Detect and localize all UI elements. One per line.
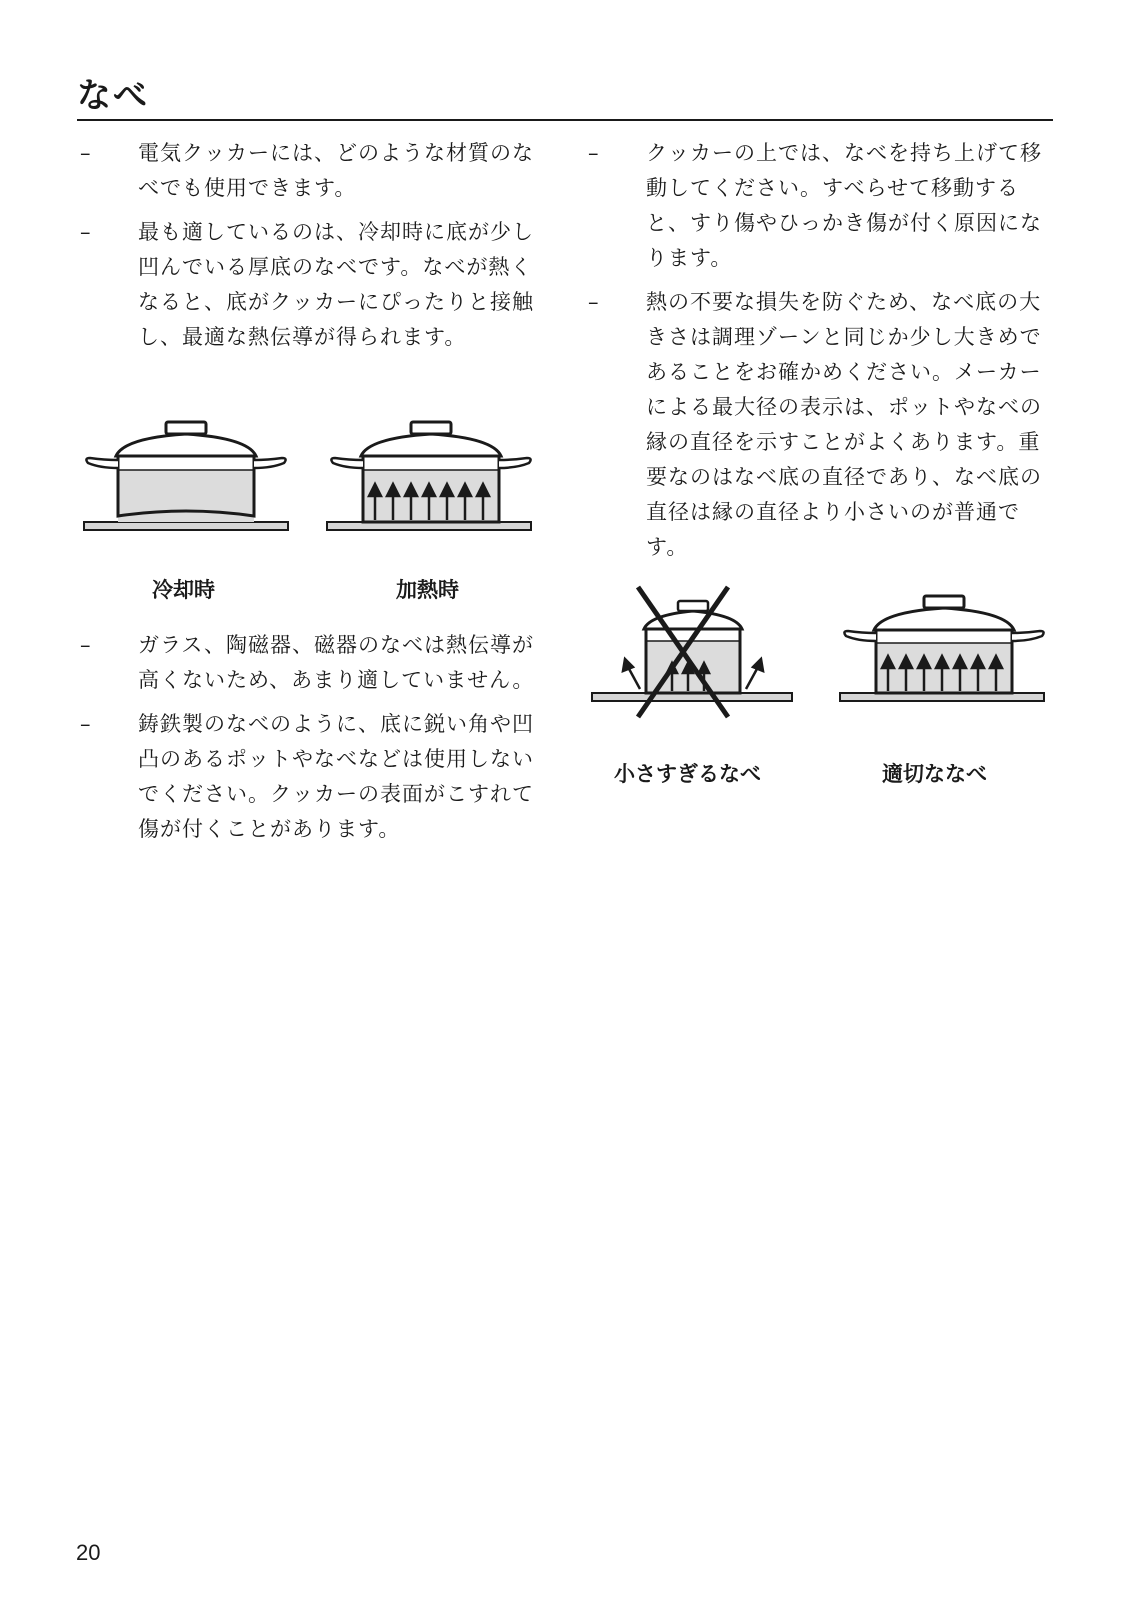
right-column [588, 136, 1058, 574]
small-pot-crossed-illustration [588, 585, 798, 735]
list-item [80, 215, 550, 355]
list-dash: – [80, 141, 91, 165]
proper-pot-illustration [838, 588, 1048, 718]
list-text: 鋳鉄製のなべのように、底に鋭い角や凹凸のあるポットやなべなどは使用しないでください。クッカーの表面がこすれて傷が付くことがあります。 [138, 712, 534, 841]
list-dash: – [588, 290, 599, 314]
list-dash: – [80, 220, 91, 244]
list-item [588, 285, 1058, 565]
title-rule [77, 119, 1053, 121]
pot-hot-illustration [325, 412, 535, 542]
list-text: ガラス、陶磁器、磁器のなべは熱伝導が高くないため、あまり適していません。 [138, 633, 535, 692]
list-item [80, 136, 550, 206]
list-text: 電気クッカーには、どのような材質のなべでも使用できます。 [138, 141, 534, 200]
left-column-bottom [80, 628, 550, 856]
pot-cold-illustration [80, 412, 290, 542]
list-text: 熱の不要な損失を防ぐため、なべ底の大きさは調理ゾーンと同じか少し大きめであることをお確かめください。メーカーによる最大径の表示は、ポットやなべの縁の直径を示すことがよくあります。重要なのはなべ底の直径であり、なべ底の直径は縁の直径より小さいのが普通です。 [646, 290, 1042, 559]
list-item [80, 707, 550, 847]
list-text: 最も適しているのは、冷却時に底が少し凹んでいる厚底のなべです。なべが熱くなると、底がクッカーにぴったりと接触し、最適な熱伝導が得られます。 [138, 220, 534, 349]
page-number: 20 [76, 1540, 101, 1565]
list-text: クッカーの上では、なべを持ち上げて移動してください。すべらせて移動すると、すり傷やひっかき傷が付く原因になります。 [646, 141, 1042, 270]
list-dash: – [80, 633, 91, 657]
small-pot-caption: 小さすぎるなべ [614, 762, 761, 786]
page-title: なべ [77, 76, 149, 116]
list-dash: – [80, 712, 91, 736]
cold-caption: 冷却時 [152, 578, 215, 602]
list-item [80, 628, 550, 698]
proper-pot-caption: 適切ななべ [882, 762, 987, 786]
list-item [588, 136, 1058, 276]
left-column-top [80, 136, 550, 364]
list-dash: – [588, 141, 599, 165]
hot-caption: 加熱時 [396, 578, 459, 602]
